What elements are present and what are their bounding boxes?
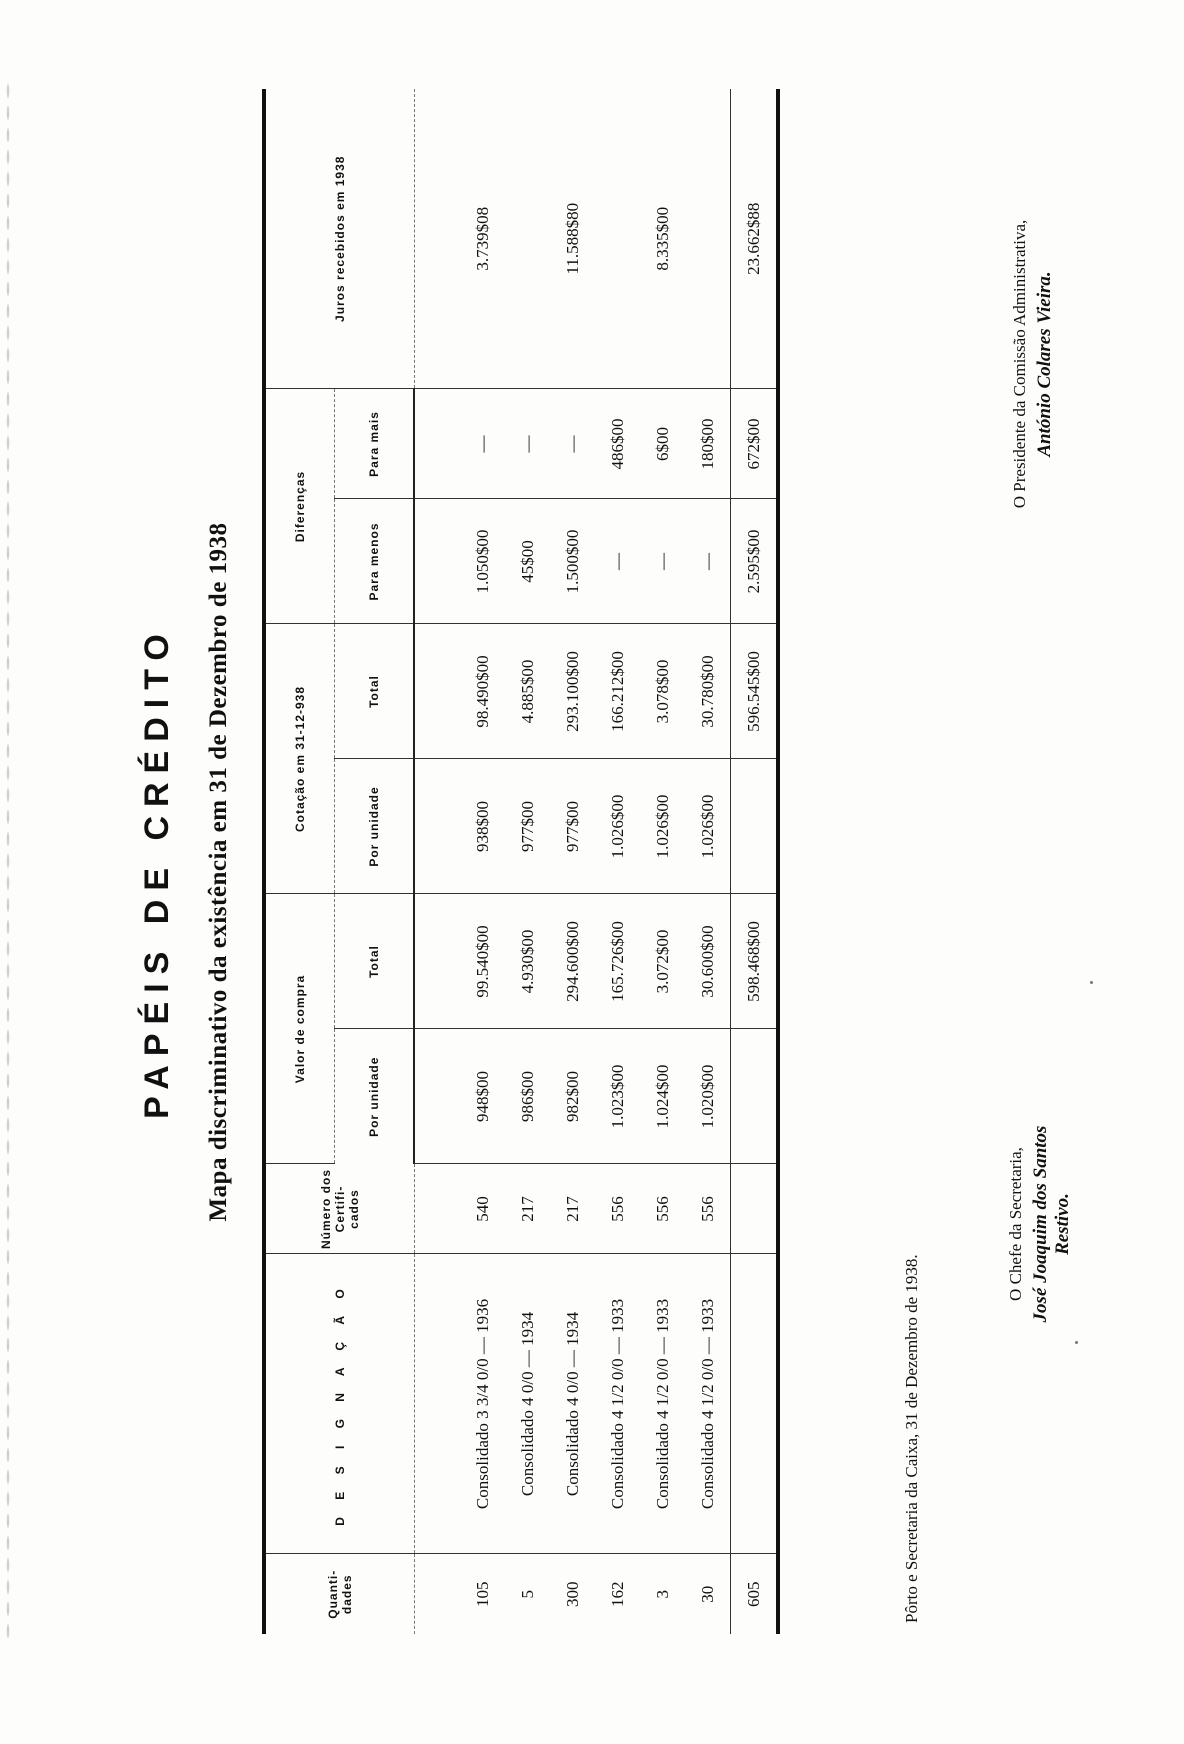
cell-quantidade: 105: [472, 1581, 492, 1607]
cell-quantidade: 3: [652, 1590, 672, 1599]
cell-cotacao-total: 166.212$00: [595, 624, 640, 759]
total-para-mais: 672$00: [731, 389, 779, 499]
cell-para-mais: 486$00: [595, 389, 640, 499]
cell-valor-unidade: 1.020$00: [685, 1029, 731, 1164]
header-quantidades: Quanti-dades: [264, 1554, 414, 1634]
cell-cotacao-unidade: 1.026$00: [685, 759, 731, 894]
header-valor-unidade: Por unidade: [335, 1029, 415, 1164]
total-para-menos: 2.595$00: [731, 499, 779, 624]
cell-quantidade: 30: [697, 1585, 717, 1603]
table-row: [685, 89, 731, 1634]
totals-row: [731, 89, 779, 1634]
header-cotacao: Cotação em 31-12-938: [264, 624, 335, 894]
cell-certificados: 556: [685, 1164, 731, 1254]
cell-valor-unidade: 986$00: [505, 1029, 550, 1164]
cell-valor-total: 3.072$00: [640, 894, 685, 1029]
cell-cotacao-total: 30.780$00: [685, 624, 731, 759]
cell-designacao: Consolidado 4 1/2 0/0 — 1933: [595, 1254, 640, 1554]
total-designacao-empty: [731, 1254, 779, 1554]
cell-para-mais: —: [460, 389, 505, 499]
table-row: [460, 89, 505, 1634]
header-juros: Juros recebidos em 1938: [264, 89, 414, 389]
header-numero-certificados: Número dos Certifi-cados: [264, 1164, 414, 1254]
cell-valor-total: 294.600$00: [550, 894, 595, 1029]
signature-name: José Joaquim dos Santos Restivo.: [1030, 1125, 1073, 1323]
cell-juros: 8.335$00: [640, 89, 685, 389]
header-designacao: D E S I G N A Ç Ã O: [264, 1254, 414, 1554]
cell-para-menos: —: [685, 499, 731, 624]
total-quantidade: 605: [731, 1554, 779, 1634]
credit-table-container: [262, 89, 804, 1634]
total-certificados-empty: [731, 1164, 779, 1254]
cell-valor-unidade: 1.024$00: [640, 1029, 685, 1164]
cell-juros: 3.739$08: [460, 89, 505, 389]
header-para-menos: Para menos: [335, 499, 415, 624]
table-row: [505, 89, 550, 1634]
cell-certificados: 217: [550, 1164, 595, 1254]
total-cotacao-unidade-empty: [731, 759, 779, 894]
cell-quantidade: 5: [517, 1590, 537, 1599]
cell-valor-total: 99.540$00: [460, 894, 505, 1029]
cell-valor-unidade: 1.023$00: [595, 1029, 640, 1164]
cell-valor-unidade: 982$00: [550, 1029, 595, 1164]
cell-designacao: Consolidado 3 3/4 0/0 — 1936: [460, 1254, 505, 1554]
spacer-row: [414, 89, 460, 1634]
cell-designacao: Consolidado 4 1/2 0/0 — 1933: [685, 1254, 731, 1554]
total-juros: 23.662$88: [731, 89, 779, 389]
ink-speck: [1075, 1341, 1078, 1344]
place-and-date: Pôrto e Secretaria da Caixa, 31 de Dezembro de 1938.: [902, 1254, 921, 1623]
cell-valor-total: 4.930$00: [505, 894, 550, 1029]
cell-designacao: Consolidado 4 0/0 — 1934: [550, 1254, 595, 1554]
cell-cotacao-unidade: 977$00: [550, 759, 595, 894]
total-valor-unidade-empty: [731, 1029, 779, 1164]
header-cotacao-total: Total: [335, 624, 415, 759]
total-valor-total: 598.468$00: [731, 894, 779, 1029]
cell-cotacao-unidade: 1.026$00: [595, 759, 640, 894]
cell-quantidade: 162: [607, 1581, 627, 1607]
cell-para-mais: 180$00: [685, 389, 731, 499]
table-row: [550, 89, 595, 1634]
cell-cotacao-unidade: 1.026$00: [640, 759, 685, 894]
document-subtitle: Mapa discriminativo da existência em 31 de Dezembro de 1938: [205, 522, 232, 1222]
cell-para-mais: —: [550, 389, 595, 499]
header-cotacao-unidade: Por unidade: [335, 759, 415, 894]
cell-valor-total: 165.726$00: [595, 894, 640, 1029]
document-title: PAPÉIS DE CRÉDITO: [138, 625, 176, 1119]
cell-certificados: 217: [505, 1164, 550, 1254]
cell-juros: 11.588$80: [550, 89, 595, 389]
header-valor-total: Total: [335, 894, 415, 1029]
cell-para-menos: —: [640, 499, 685, 624]
cell-para-mais: 6$00: [640, 389, 685, 499]
cell-certificados: 556: [595, 1164, 640, 1254]
cell-juros: [685, 89, 731, 389]
cell-cotacao-total: 98.490$00: [460, 624, 505, 759]
signature-presidente: [1010, 144, 1056, 584]
cell-para-menos: 1.500$00: [550, 499, 595, 624]
signature-role: O Chefe da Secretaria,: [1006, 1147, 1025, 1301]
cell-para-menos: —: [595, 499, 640, 624]
header-diferencas: Diferenças: [264, 389, 335, 624]
header-valor-compra: Valor de compra: [264, 894, 335, 1164]
cell-juros: [595, 89, 640, 389]
cell-para-menos: 1.050$00: [460, 499, 505, 624]
header-para-mais: Para mais: [335, 389, 415, 499]
cell-cotacao-total: 293.100$00: [550, 624, 595, 759]
credit-table: [262, 89, 780, 1634]
table-row: [595, 89, 640, 1634]
cell-cotacao-unidade: 977$00: [505, 759, 550, 894]
cell-juros: [505, 89, 550, 389]
signature-role: O Presidente da Comissão Administrativa,: [1010, 219, 1029, 509]
cell-certificados: 556: [640, 1164, 685, 1254]
cell-cotacao-total: 3.078$00: [640, 624, 685, 759]
total-cotacao-total: 596.545$00: [731, 624, 779, 759]
cell-certificados: 540: [460, 1164, 505, 1254]
cell-para-mais: —: [505, 389, 550, 499]
cell-valor-unidade: 948$00: [460, 1029, 505, 1164]
cell-valor-total: 30.600$00: [685, 894, 731, 1029]
cell-para-menos: 45$00: [505, 499, 550, 624]
signature-name: António Colares Vieira.: [1034, 271, 1055, 457]
cell-cotacao-total: 4.885$00: [505, 624, 550, 759]
cell-quantidade: 300: [562, 1581, 582, 1607]
ink-speck: [1090, 981, 1093, 984]
cell-cotacao-unidade: 938$00: [460, 759, 505, 894]
cell-designacao: Consolidado 4 0/0 — 1934: [505, 1254, 550, 1554]
table-row: [640, 89, 685, 1634]
table-header-row: [264, 89, 335, 1634]
signature-chefe-secretaria: [1006, 1094, 1074, 1354]
cell-designacao: Consolidado 4 1/2 0/0 — 1933: [640, 1254, 685, 1554]
